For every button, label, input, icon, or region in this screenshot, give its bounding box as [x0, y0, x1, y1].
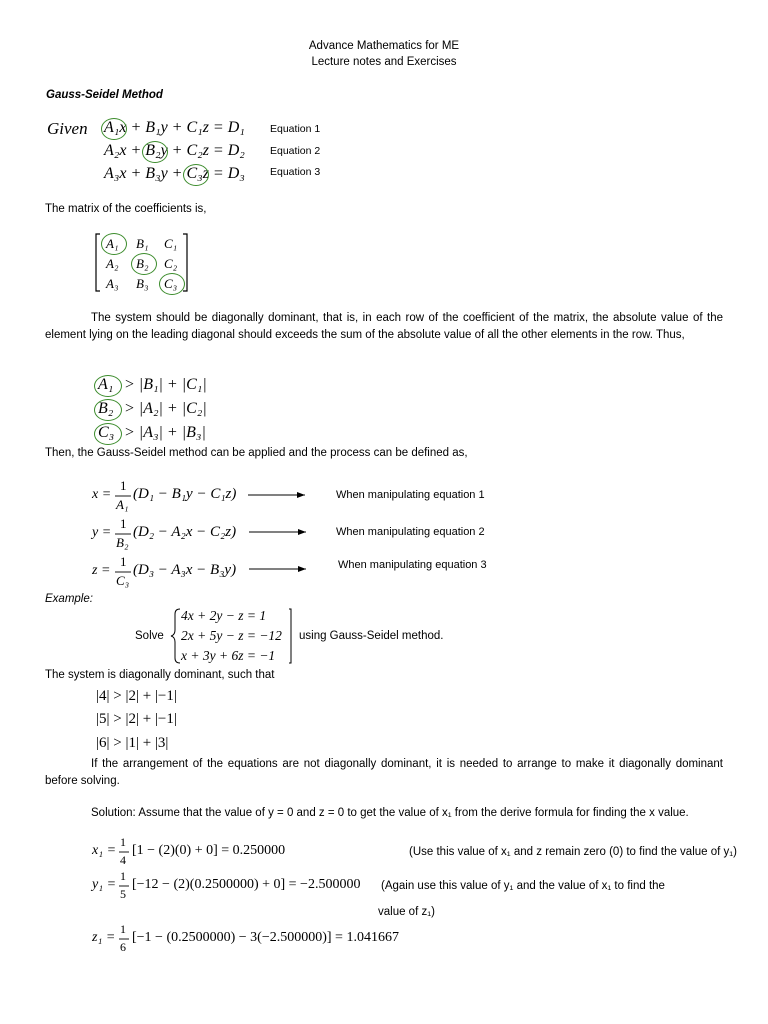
formula-1-lhs: x =: [92, 487, 112, 502]
iteration-1-note: (Use this value of x₁ and z remain zero (0) to find the value of y₁): [409, 846, 737, 858]
formula-2-note: When manipulating equation 2: [336, 526, 485, 538]
course-title: Advance Mathematics for ME: [308, 40, 460, 52]
matrix-cell: A₂: [106, 256, 119, 271]
iteration-3-numerator: 1: [120, 922, 126, 936]
iteration-2-body: [−12 − (2)(0.2500000) + 0] = −2.500000: [132, 877, 361, 892]
dominance-condition-2: > |A₂| + |C₂|: [124, 400, 207, 417]
diag-intro: The system is diagonally dominant, such that: [45, 669, 275, 681]
equation-label-2: Equation 2: [270, 145, 321, 157]
matrix-cell: B₂: [136, 256, 149, 271]
matrix-intro: The matrix of the coefficients is,: [45, 203, 207, 215]
matrix-cell: B₃: [136, 276, 149, 291]
lecture-subtitle: Lecture notes and Exercises: [311, 56, 457, 68]
given-equation-2: A₂x + B₂y + C₂z = D₂: [104, 142, 245, 159]
equation-label-1: Equation 1: [270, 123, 321, 135]
solve-word: Solve: [135, 630, 164, 642]
iteration-3-denominator: 6: [120, 940, 126, 954]
given-equation-3: A₃x + B₃y + C₃z = D₃: [104, 165, 245, 182]
method-text: using Gauss-Seidel method.: [299, 630, 444, 642]
iteration-1-body: [1 − (2)(0) + 0] = 0.250000: [132, 843, 286, 858]
system-equation-2: 2x + 5y − z = −12: [181, 628, 282, 643]
iteration-2-denominator: 5: [120, 887, 126, 901]
formula-1-numerator: 1: [120, 478, 127, 493]
formula-3-denominator: C₃: [116, 573, 130, 588]
dominance-condition-3: > |A₃| + |B₃|: [124, 424, 206, 441]
formula-1-denominator: A₁: [116, 497, 129, 512]
diag-check-1: |4| > |2| + |−1|: [96, 688, 177, 704]
formula-2-numerator: 1: [120, 516, 127, 531]
example-label: Example:: [45, 593, 93, 605]
dominance-condition-3-lead: C₃: [98, 424, 115, 441]
formula-3-lhs: z =: [92, 563, 111, 578]
iteration-3-lhs: z₁ =: [92, 930, 116, 945]
given-label: Given: [47, 119, 88, 138]
dominance-condition-2-lead: B₂: [98, 400, 114, 417]
formula-2-denominator: B₂: [116, 535, 129, 550]
iteration-1-denominator: 4: [120, 853, 126, 867]
matrix-cell: A₁: [106, 236, 119, 251]
matrix-cell: B₁: [136, 236, 149, 251]
iteration-1-lhs: x₁ =: [92, 843, 117, 858]
iteration-2-note-continued: value of z₁): [378, 906, 435, 918]
iteration-2-lhs: y₁ =: [92, 877, 117, 892]
system-equation-1: 4x + 2y − z = 1: [181, 608, 267, 623]
dominance-condition-1: > |B₁| + |C₁|: [124, 376, 207, 393]
formula-1-note: When manipulating equation 1: [336, 489, 485, 501]
process-intro: Then, the Gauss-Seidel method can be applied and the process can be defined as,: [45, 447, 468, 459]
system-equation-3: x + 3y + 6z = −1: [181, 648, 276, 663]
formula-2-lhs: y =: [92, 525, 112, 540]
matrix-cell: A₃: [106, 276, 119, 291]
solution-paragraph: Solution: Assume that the value of y = 0 and z = 0 to get the value of x₁ from the derive formula for finding the x value.: [91, 807, 689, 819]
formula-3-body: (D₃ − A₃x − B₃y): [133, 562, 237, 578]
diag-check-2: |5| > |2| + |−1|: [96, 711, 177, 727]
given-equation-1: A₁x + B₁y + C₁z = D₁: [104, 119, 245, 136]
formula-1-body: (D₁ − B₁y − C₁z): [133, 486, 237, 502]
formula-2-body: (D₂ − A₂x − C₂z): [133, 524, 237, 540]
matrix-cell: C₁: [164, 236, 178, 251]
arrangement-paragraph: If the arrangement of the equations are not diagonally dominant, it is needed to arrange to make it diagonally dominant before solving.: [45, 758, 723, 787]
dominance-paragraph: The system should be diagonally dominant, that is, in each row of the coefficient of the matrix, the absolute value of the element lying on the leading diagonal should exceeds the sum of the absolute value of all the other elements in the row. Thus,: [45, 312, 723, 341]
equation-label-3: Equation 3: [270, 166, 321, 178]
section-title: Gauss-Seidel Method: [46, 89, 163, 101]
dominance-condition-1-lead: A₁: [98, 376, 114, 393]
matrix-cell: C₂: [164, 256, 178, 271]
iteration-1-numerator: 1: [120, 835, 126, 849]
formula-3-note: When manipulating equation 3: [338, 559, 487, 571]
formula-3-numerator: 1: [120, 554, 127, 569]
diag-check-3: |6| > |1| + |3|: [96, 735, 169, 751]
iteration-2-numerator: 1: [120, 869, 126, 883]
iteration-2-note: (Again use this value of y₁ and the value of x₁ to find the: [381, 880, 665, 892]
matrix-cell: C₃: [164, 276, 178, 291]
iteration-3-body: [−1 − (0.2500000) − 3(−2.500000)] = 1.041667: [132, 930, 399, 945]
